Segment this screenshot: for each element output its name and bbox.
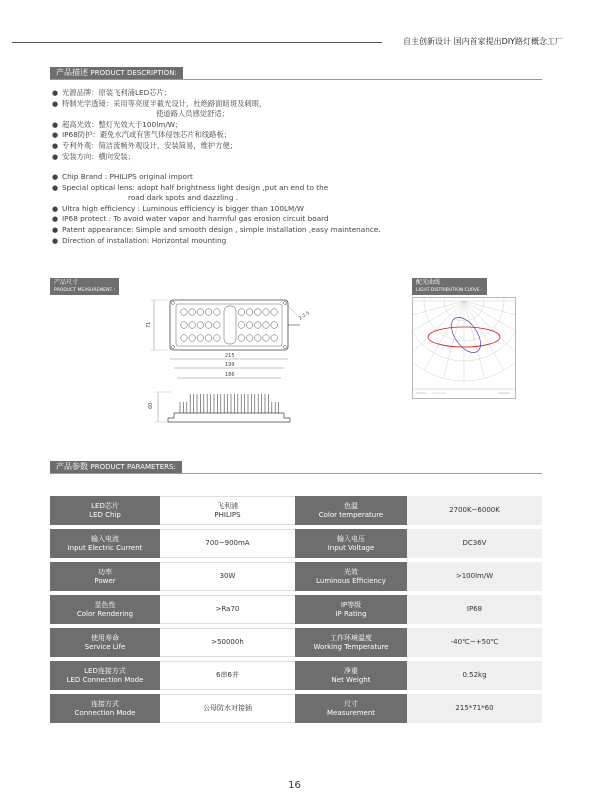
table-cell <box>50 529 160 558</box>
measurement-section-tag <box>50 278 119 295</box>
table-row <box>50 496 542 525</box>
param-label-cn: 尺寸 <box>344 699 358 708</box>
table-cell <box>160 562 295 591</box>
header-tagline: 自主创新设计 国内首家提出DIY路灯概念工厂 <box>403 37 563 46</box>
table-cell <box>407 595 542 624</box>
param-label-en: Luminous Efficiency <box>316 576 386 585</box>
list-item: ● Special optical lens: adopt half brightness light design ,put an end to the <box>52 182 329 192</box>
list-item: ● 安装方向：横向安装； <box>52 151 135 161</box>
table-cell <box>295 562 407 591</box>
distribution-title-en: LIGHT DISTRIBUTION CURVE : <box>416 287 483 293</box>
param-value: 30W <box>219 572 236 580</box>
description-en-list <box>52 172 381 246</box>
heatsink-side-view <box>180 394 279 413</box>
param-value: DC36V <box>462 539 487 547</box>
description-title-en: PRODUCT DESCRIPTION: <box>90 69 177 77</box>
param-value-secondary: PHILIPS <box>214 510 241 519</box>
table-cell <box>407 661 542 690</box>
table-cell <box>295 661 407 690</box>
table-row <box>50 562 542 591</box>
list-item-continuation: road dark spots and dazzling . <box>128 193 239 203</box>
table-cell <box>50 562 160 591</box>
param-label-cn: 连接方式 <box>91 699 119 708</box>
list-item: ● Chip Brand : PHILIPS original import <box>52 172 193 181</box>
param-label-en: Connection Mode <box>74 708 136 717</box>
table-cell <box>407 562 542 591</box>
param-label-en: Input Electric Current <box>67 543 143 552</box>
param-label-cn: 净重 <box>344 666 358 675</box>
table-cell <box>50 595 160 624</box>
param-label-cn: 使用寿命 <box>91 633 119 642</box>
param-value: 6串6并 <box>216 671 239 679</box>
list-item: ● IP68 protect : To avoid water vapor and harmful gas erosion circuit board <box>52 214 329 224</box>
param-label-cn: LED连接方式 <box>84 666 126 675</box>
table-cell <box>295 529 407 558</box>
param-value: 飞利浦 <box>217 501 238 510</box>
param-value: >Ra70 <box>215 605 240 613</box>
param-label-en: Input Voltage <box>327 543 375 552</box>
list-item: ● 光源品牌：原装飞利浦LED芯片； <box>52 88 172 97</box>
param-label-cn: 光效 <box>344 567 358 576</box>
table-cell <box>160 496 295 525</box>
dim-height-label: 71 <box>146 321 152 328</box>
param-value: >50000h <box>211 638 244 646</box>
list-item-continuation: 使道路人员感觉舒适； <box>156 109 229 119</box>
dim-depth-label: 60 <box>148 402 154 409</box>
param-label-cn: 显色性 <box>94 600 116 609</box>
param-label-cn: 功率 <box>98 567 112 576</box>
measurement-title-cn: 产品尺寸 <box>54 279 79 286</box>
table-cell <box>50 694 160 723</box>
table-row <box>50 661 542 690</box>
param-value: 215*71*60 <box>455 704 494 712</box>
param-label-cn: 输入电流 <box>91 534 119 543</box>
param-label-cn: LED芯片 <box>91 501 119 510</box>
table-row <box>50 529 542 558</box>
dim-width-a-label: 199 <box>225 362 235 368</box>
param-value: 公母防水对接插 <box>203 704 252 712</box>
param-label-en: LED Chip <box>89 510 121 519</box>
parameters-table <box>50 496 542 727</box>
dim-hole-label: 2-2.5 <box>298 310 311 322</box>
table-cell <box>160 661 295 690</box>
table-cell <box>407 628 542 657</box>
param-label-en: Color temperature <box>318 510 384 519</box>
param-label-en: Service Life <box>84 642 126 651</box>
parameters-section-rule <box>50 473 542 474</box>
table-row <box>50 694 542 723</box>
param-value: >100lm/W <box>455 572 494 580</box>
param-label-cn: IP等级 <box>340 600 362 609</box>
param-label-en: Working Temperature <box>313 642 389 651</box>
distribution-title-cn: 配光曲线 <box>416 279 441 286</box>
table-cell <box>407 496 542 525</box>
list-item: ● 超高光效：整灯光效大于100lm/W； <box>52 119 183 129</box>
table-cell <box>160 628 295 657</box>
table-cell <box>295 496 407 525</box>
table-cell <box>50 661 160 690</box>
list-item: ● 特制光学透镜：采用等亮度半截光设计，杜绝路面暗斑及刺眼， <box>52 98 267 108</box>
description-section-tag <box>50 67 183 79</box>
param-label-en: Power <box>94 576 116 585</box>
table-cell <box>407 694 542 723</box>
param-label-en: IP Rating <box>335 609 367 618</box>
list-item: ● IP68防护：避免水汽或有害气体侵蚀芯片和线路板； <box>52 130 232 140</box>
param-label-cn: 输入电压 <box>337 534 365 543</box>
light-distribution-curve-figure <box>412 297 516 399</box>
table-cell <box>295 595 407 624</box>
param-value: 700~900mA <box>205 539 250 547</box>
list-item: ● 专利外观：简洁流畅外观设计，安装简易，维护方便； <box>52 140 238 150</box>
table-cell <box>160 694 295 723</box>
dim-width-b-label: 186 <box>225 372 235 378</box>
description-cn-list <box>52 88 266 162</box>
measurement-title-en: PRODUCT MEASUREMENT : <box>54 287 116 293</box>
param-value: IP68 <box>466 605 483 613</box>
param-label-en: Color Rendering <box>76 609 134 618</box>
parameters-section-tag <box>50 461 182 473</box>
distribution-section-tag <box>412 278 487 295</box>
header-rule <box>12 42 382 43</box>
table-cell <box>50 496 160 525</box>
param-label-en: Net Weight <box>331 675 371 684</box>
list-item: ● Patent appearance: Simple and smooth design , simple installation ,easy maintenance. <box>52 224 381 234</box>
param-value: 0.52kg <box>462 671 487 679</box>
page-number: 16 <box>288 780 301 791</box>
product-measurement-drawing <box>140 292 330 432</box>
param-value: 2700K~6000K <box>449 506 500 514</box>
table-cell <box>295 694 407 723</box>
param-label-en: Measurement <box>326 708 376 717</box>
description-section-rule <box>50 79 542 80</box>
table-cell <box>160 529 295 558</box>
dim-width-total-label: 215 <box>225 353 235 359</box>
param-label-cn: 工作环境温度 <box>330 633 372 642</box>
param-label-cn: 色温 <box>344 501 358 510</box>
list-item: ● Direction of installation: Horizontal mounting <box>52 235 227 245</box>
parameters-title-cn: 产品参数 <box>56 462 88 471</box>
description-title-cn: 产品描述 <box>56 68 88 77</box>
lamp-top-view <box>170 300 288 350</box>
param-label-en: LED Connection Mode <box>66 675 144 684</box>
table-cell <box>407 529 542 558</box>
table-cell <box>160 595 295 624</box>
table-cell <box>295 628 407 657</box>
list-item: ● Ultra high efficiency : Luminous efficiency is bigger than 100LM/W <box>52 203 304 213</box>
table-row <box>50 628 542 657</box>
table-cell <box>50 628 160 657</box>
parameters-title-en: PRODUCT PARAMETERS: <box>90 463 176 471</box>
param-value: -40℃~+50℃ <box>450 638 499 646</box>
table-row <box>50 595 542 624</box>
